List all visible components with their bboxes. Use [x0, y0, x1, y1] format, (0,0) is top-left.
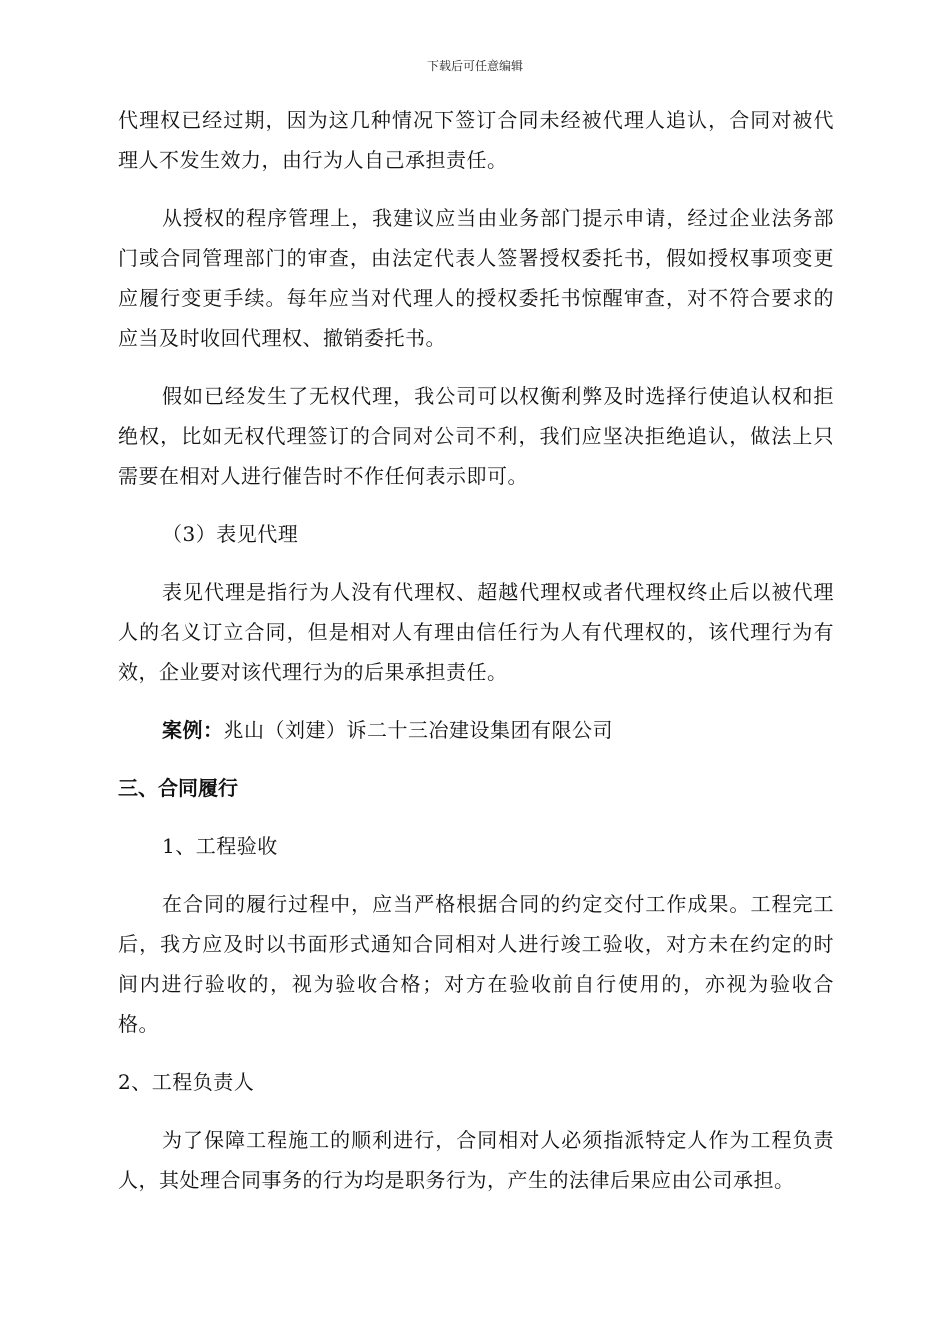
case-label: 案例： — [162, 718, 224, 742]
case-text: 兆山（刘建）诉二十三冶建设集团有限公司 — [223, 718, 613, 742]
paragraph-5: 表见代理是指行为人没有代理权、超越代理权或者代理权终止后以被代理人的名义订立合同，但是相对人有理由信任行为人有代理权的，该代理行为有效，企业要对该代理行为的后果承担责任。 — [118, 580, 834, 684]
subheading-acceptance: 1、工程验收 — [162, 834, 278, 858]
case-line — [118, 710, 834, 750]
paragraph-8: 在合同的履行过程中，应当严格根据合同的约定交付工作成果。工程完工后，我方应及时以书面形式通知合同相对人进行竣工验收，对方未在约定的时间内进行验收的，视为验收合格；对方在验收前自行使用的，亦视为验收合格。 — [118, 892, 834, 1036]
subheading-project-manager: 2、工程负责人 — [118, 1070, 255, 1094]
subheading-apparent-agency: （3）表见代理 — [162, 522, 299, 546]
paragraph-3: 假如已经发生了无权代理，我公司可以权衡利弊及时选择行使追认权和拒绝权，比如无权代理签订的合同对公司不利，我们应坚决拒绝追认，做法上只需要在相对人进行催告时不作任何表示即可。 — [118, 384, 834, 488]
page-header: 下载后可任意编辑 — [426, 59, 523, 73]
document-body — [118, 100, 834, 1218]
section-heading-contract-performance: 三、合同履行 — [118, 776, 238, 800]
paragraph-10: 为了保障工程施工的顺利进行，合同相对人必须指派特定人作为工程负责人，其处理合同事务的行为均是职务行为，产生的法律后果应由公司承担。 — [118, 1128, 834, 1192]
paragraph-2: 从授权的程序管理上，我建议应当由业务部门提示申请，经过企业法务部门或合同管理部门的审查，由法定代表人签署授权委托书，假如授权事项变更应履行变更手续。每年应当对代理人的授权委托书惊醒审查，对不符合要求的应当及时收回代理权、撤销委托书。 — [118, 206, 834, 350]
paragraph-1: 代理权已经过期，因为这几种情况下签订合同未经被代理人追认，合同对被代理人不发生效力，由行为人自己承担责任。 — [118, 108, 834, 172]
